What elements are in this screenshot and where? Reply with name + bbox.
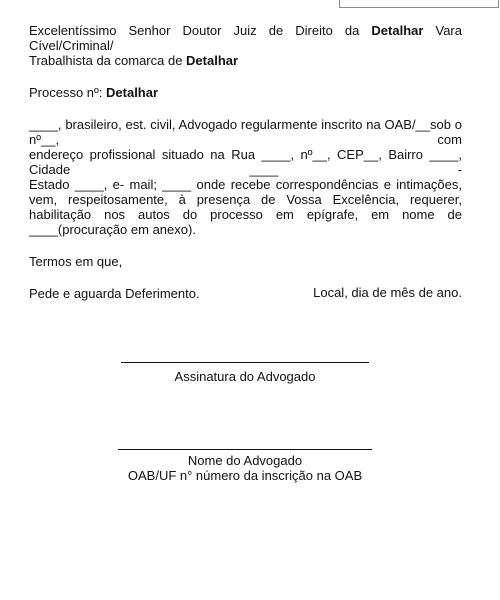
court-address-line-1 xyxy=(29,23,462,53)
court-address-text-3: Trabalhista da comarca de xyxy=(29,53,187,68)
court-address-header xyxy=(29,23,462,68)
name-line xyxy=(118,449,372,450)
process-number-value: Detalhar xyxy=(106,85,159,100)
signature-label: Assinatura do Advogado xyxy=(174,369,316,384)
process-number-label: Processo nº: xyxy=(29,85,107,100)
petition-document xyxy=(29,23,462,301)
body-line-1: ____, brasileiro, est. civil, Advogado regularmente inscrito na OAB/__sob o nº__, com xyxy=(29,117,462,147)
closing-terms: Termos em que, xyxy=(29,254,123,269)
lawyer-name-label: Nome do Advogado xyxy=(187,453,303,468)
place-date-line: Local, dia de mês de ano. xyxy=(313,285,462,300)
court-address-text-2: Vara Cível/Criminal/ xyxy=(29,23,462,53)
body-line-2: endereço profissional situado na Rua ____, nº__, CEP__, Bairro ____, Cidade ____ - xyxy=(29,147,462,177)
lawyer-name-block xyxy=(118,449,372,483)
oab-registration-label: OAB/UF n° número da inscrição na OAB xyxy=(127,468,363,483)
court-detail-placeholder-2: Detalhar xyxy=(186,53,239,68)
body-remaining-text: Estado ____, e- mail; ____ onde recebe correspondências e intimações, vem, respeitosamente, à presença de Vossa Excelência, requerer, habilitação nos autos do processo em epígrafe, em nome de ____(procuração em anexo). xyxy=(29,177,462,237)
top-corner-frame xyxy=(339,0,499,8)
body-paragraph xyxy=(29,117,462,237)
lawyer-signature-block xyxy=(121,362,369,384)
process-number xyxy=(29,85,462,100)
court-address-text-1: Excelentíssimo Senhor Doutor Juiz de Direito da xyxy=(29,23,372,38)
court-detail-placeholder-1: Detalhar xyxy=(371,23,424,38)
signature-line xyxy=(121,362,369,363)
closing-request: Pede e aguarda Deferimento. xyxy=(29,286,200,301)
